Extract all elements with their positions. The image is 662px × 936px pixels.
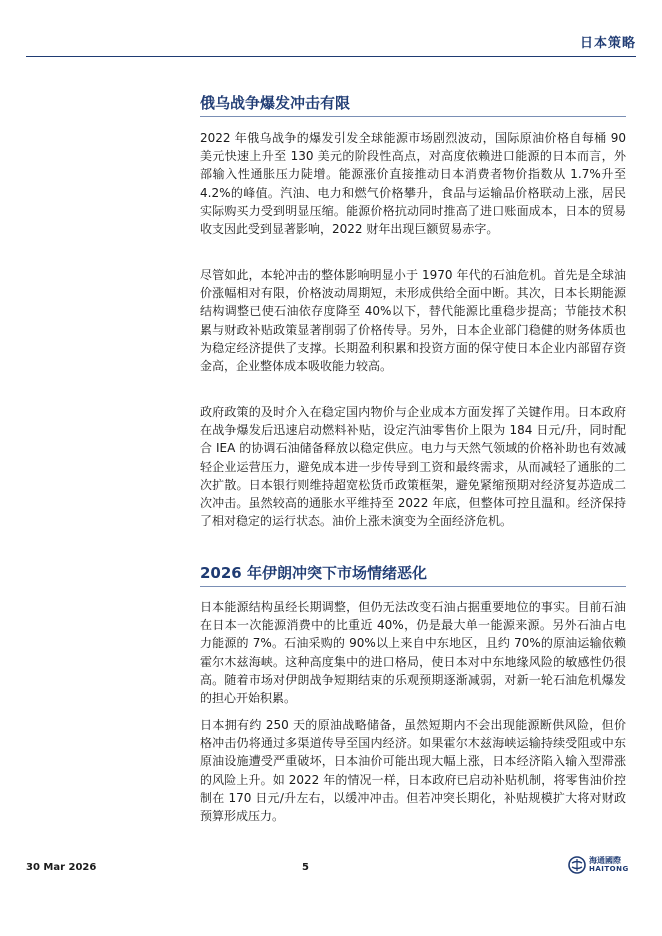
header-rule — [26, 56, 636, 57]
section-underline-1 — [200, 116, 626, 117]
paragraph-2-2: 日本拥有约 250 天的原油战略储备，虽然短期内不会出现能源断供风险，但价格冲击仍将通过多渠道传导至国内经济。如果霍尔木兹海峡运输持续受阻或中东原油设施遭受严重破坏，日本油价可能出现大幅上涨，日本经济陷入输入型滞涨的风险上升。如 2022 年的情况一样，日本政府已启动补贴机制，将零售油价控制在 170 日元/升左右，以缓冲冲击。但若冲突长期化，补贴规模扩大将对财政预算形成压力。 — [200, 718, 626, 824]
paragraph-1-1: 2022 年俄乌战争的爆发引发全球能源市场剧烈波动，国际原油价格自每桶 90 美元快速上升至 130 美元的阶段性高点，对高度依赖进口能源的日本而言，外部输入性通胀压力陡增。能源涨价直接推动日本消费者物价指数从 1.7%升至 4.2%的峰值。汽油、电力和燃气价格攀升，食品与运输品价格联动上涨，居民实际购买力受到明显压缩。能源价格抗动同时推高了进口账面成本，日本的贸易收支因此受到显著影响，2022 财年出现巨额贸易赤字。 — [200, 131, 626, 237]
paragraph-1-2: 尽管如此，本轮冲击的整体影响明显小于 1970 年代的石油危机。首先是全球油价涨幅相对有限，价格波动周期短，未形成供给全面中断。其次，日本长期能源结构调整已使石油依存度降至 40%以下，替代能源比重稳步提高；节能技术积累与财政补贴政策显著削弱了价格传导。另外，日本企业部门稳健的财务体质也为稳定经济提供了支撑。长期盈利积累和投资方面的保守使日本企业内部留存资金高，企业整体成本吸收能力较高。 — [200, 268, 626, 374]
section-underline-2 — [200, 586, 626, 587]
haitong-logo — [568, 856, 629, 874]
haitong-logo-icon — [568, 856, 586, 874]
logo-cn-text: 海通國際 — [589, 856, 621, 865]
section-title-2: 2026 年伊朗冲突下市场情绪恶化 — [200, 564, 427, 582]
section-title-1: 俄乌战争爆发冲击有限 — [200, 94, 351, 112]
header-title: 日本策略 — [579, 36, 636, 51]
page-number: 5 — [302, 862, 309, 873]
footer-date: 30 Mar 2026 — [26, 862, 97, 873]
paragraph-2-1: 日本能源结构虽经长期调整，但仍无法改变石油占据重要地位的事实。目前石油在日本一次能源消费中的比重近 40%，仍是最大单一能源来源。另外石油占电力能源的 7%。石油采购的 90%以上来自中东地区，且约 70%的原油运输依赖霍尔木兹海峡。这种高度集中的进口格局，使日本对中东地缘风险的敏感性仍很高。随着市场对伊朗战争短期结束的乐观预期逐渐减弱，对新一轮石油危机爆发的担心开始积累。 — [200, 600, 626, 706]
paragraph-1-3: 政府政策的及时介入在稳定国内物价与企业成本方面发挥了关键作用。日本政府在战争爆发后迅速启动燃料补贴，设定汽油零售价上限为 184 日元/升，同时配合 IEA 的协调石油储备释放以稳定供应。电力与天然气领域的价格补助也有效减轻企业运营压力，避免成本进一步传导到工资和最终需求，从而减轻了通胀的二次扩散。日本银行则维持超宽松货币政策框架，避免紧缩预期对经济复苏造成二次冲击。虽然较高的通胀水平维持至 2022 年底，但整体可控且温和。经济保持了相对稳定的运行状态。油价上涨未演变为全面经济危机。 — [200, 405, 626, 529]
logo-en-text: HAITONG — [589, 865, 629, 873]
